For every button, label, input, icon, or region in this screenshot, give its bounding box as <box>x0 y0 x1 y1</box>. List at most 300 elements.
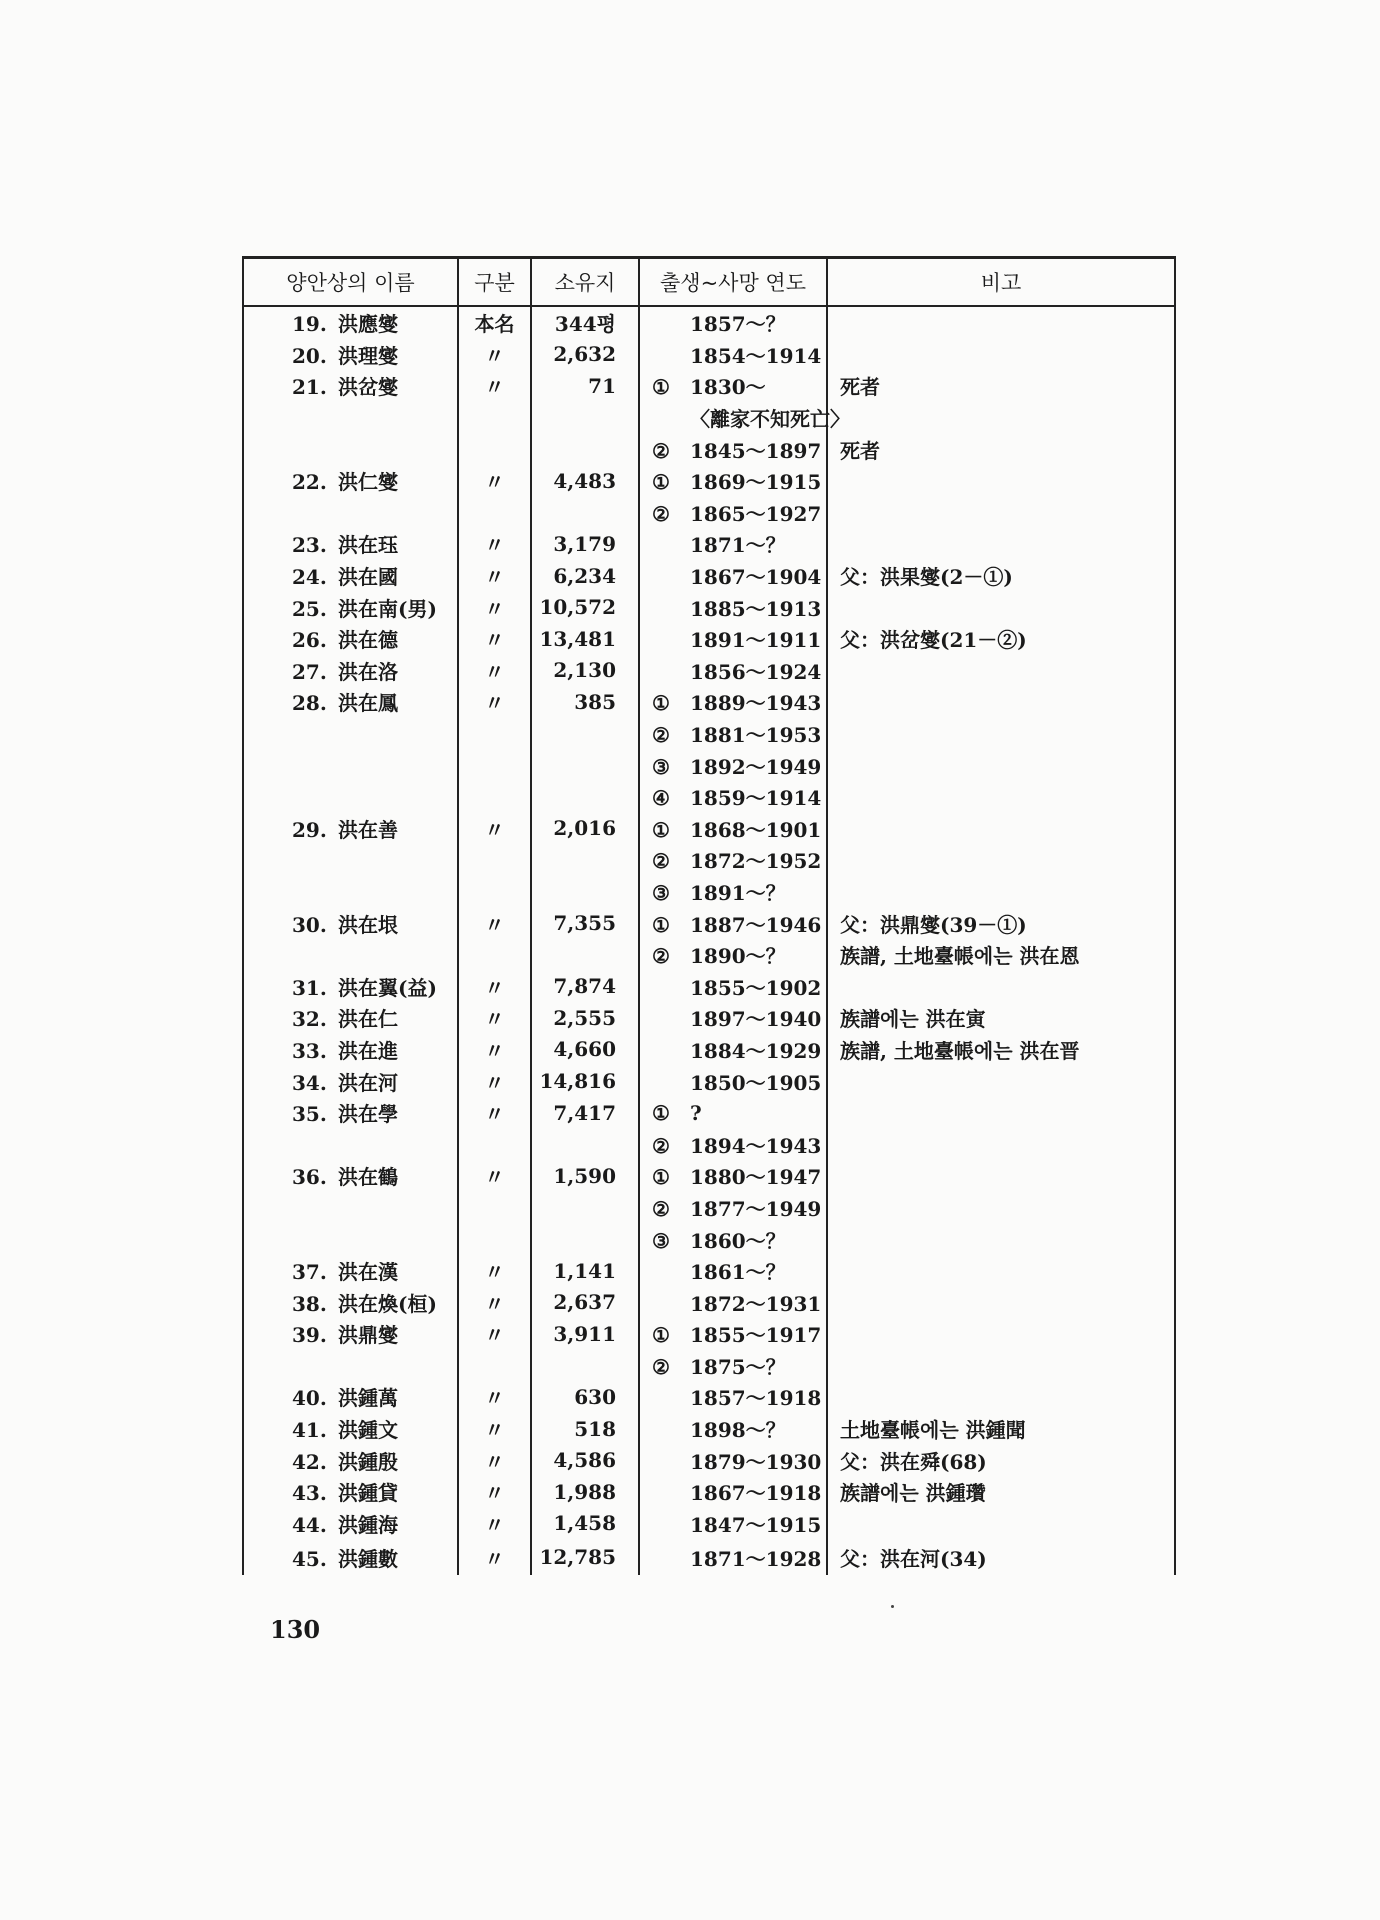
years-cell <box>639 907 827 939</box>
person-name: 洪在翼(益) <box>338 975 437 1000</box>
person-name: 洪在學 <box>338 1102 398 1127</box>
specks <box>891 1605 894 1608</box>
remarks-cell <box>827 591 1175 623</box>
category-cell <box>458 939 531 971</box>
category-cell: 〃 <box>458 339 531 371</box>
remarks-cell <box>827 813 1175 845</box>
remarks-cell <box>827 1350 1175 1382</box>
row-number: 34. <box>292 1070 327 1095</box>
row-number: 33. <box>292 1038 327 1063</box>
table-row <box>243 591 1175 623</box>
entry-marker: ① <box>652 375 670 400</box>
birth-death-years: 1889～1943 <box>690 691 822 716</box>
land-area-cell: 2,130 <box>531 655 639 687</box>
birth-death-years: 1865～1927 <box>690 501 822 526</box>
birth-death-years: 1869～1915 <box>690 470 822 495</box>
name-cell <box>243 1034 458 1066</box>
land-register-table <box>242 256 1176 1575</box>
row-number: 22. <box>292 470 327 495</box>
years-cell <box>639 1034 827 1066</box>
birth-death-years: 1884～1929 <box>690 1038 822 1063</box>
entry-marker: ② <box>652 438 670 463</box>
person-name: 洪鍾文 <box>338 1418 398 1443</box>
name-cell <box>243 813 458 845</box>
birth-death-years: 1881～1953 <box>690 723 822 748</box>
entry-marker: ② <box>652 849 670 874</box>
remarks-cell <box>827 1192 1175 1224</box>
birth-death-years: 1867～1904 <box>690 565 822 590</box>
remarks-cell <box>827 1381 1175 1413</box>
land-area-cell: 1,988 <box>531 1476 639 1508</box>
name-cell <box>243 370 458 402</box>
category-cell: 〃 <box>458 1539 531 1575</box>
category-cell <box>458 402 531 434</box>
remarks-cell <box>827 1318 1175 1350</box>
birth-death-years: 1894～1943 <box>690 1133 822 1158</box>
land-area-cell <box>531 433 639 465</box>
remarks-cell: 族譜에는 洪在寅 <box>827 1002 1175 1034</box>
category-cell: 本名 <box>458 306 531 339</box>
name-cell <box>243 1286 458 1318</box>
row-number: 27. <box>292 659 327 684</box>
table-row <box>243 1508 1175 1540</box>
land-area-cell: 2,637 <box>531 1286 639 1318</box>
person-name: 洪在德 <box>338 628 398 653</box>
table-row <box>243 907 1175 939</box>
land-area-cell: 518 <box>531 1413 639 1445</box>
birth-death-years: 1830～ <box>690 375 766 400</box>
years-cell <box>639 623 827 655</box>
birth-death-years: 1855～1917 <box>690 1323 822 1348</box>
table-row <box>243 749 1175 781</box>
person-name: 洪在鶴 <box>338 1165 398 1190</box>
land-area-cell <box>531 1128 639 1160</box>
remarks-cell <box>827 1508 1175 1540</box>
person-name: 洪在善 <box>338 817 398 842</box>
category-cell: 〃 <box>458 970 531 1002</box>
name-cell <box>243 1128 458 1160</box>
category-cell <box>458 1128 531 1160</box>
years-cell <box>639 813 827 845</box>
remarks-cell: 父：洪岔燮(21－②) <box>827 623 1175 655</box>
person-name: 洪在洛 <box>338 659 398 684</box>
years-cell <box>639 1223 827 1255</box>
category-cell <box>458 749 531 781</box>
years-cell <box>639 497 827 529</box>
table-row <box>243 1286 1175 1318</box>
name-cell <box>243 876 458 908</box>
entry-marker: ② <box>652 944 670 969</box>
category-cell <box>458 497 531 529</box>
birth-death-years: 1891～？ <box>690 880 786 905</box>
birth-death-years: 1871～？ <box>690 533 786 558</box>
category-cell: 〃 <box>458 465 531 497</box>
category-cell: 〃 <box>458 1444 531 1476</box>
person-name: 洪鍾殷 <box>338 1449 398 1474</box>
header-name: 양안상의 이름 <box>243 258 458 307</box>
header-category: 구분 <box>458 258 531 307</box>
name-cell <box>243 1223 458 1255</box>
entry-marker: ③ <box>652 1228 670 1253</box>
land-area-cell: 6,234 <box>531 560 639 592</box>
remarks-cell <box>827 655 1175 687</box>
category-cell: 〃 <box>458 591 531 623</box>
row-number: 36. <box>292 1165 327 1190</box>
category-cell: 〃 <box>458 1097 531 1129</box>
table-row <box>243 876 1175 908</box>
land-area-cell: 4,483 <box>531 465 639 497</box>
table-row <box>243 433 1175 465</box>
remarks-cell: 族譜에는 洪鍾瓚 <box>827 1476 1175 1508</box>
land-area-cell: 2,016 <box>531 813 639 845</box>
entry-marker: ① <box>652 912 670 937</box>
birth-death-years: 1854～1914 <box>690 343 822 368</box>
years-cell <box>639 370 827 402</box>
remarks-cell <box>827 1223 1175 1255</box>
header-remarks: 비고 <box>827 258 1175 307</box>
name-cell <box>243 844 458 876</box>
name-cell <box>243 306 458 339</box>
entry-marker: ② <box>652 723 670 748</box>
table-row <box>243 1223 1175 1255</box>
years-cell <box>639 1539 827 1575</box>
person-name: 洪在國 <box>338 565 398 590</box>
remarks-cell: 死者 <box>827 433 1175 465</box>
remarks-cell <box>827 1160 1175 1192</box>
land-area-cell: 7,417 <box>531 1097 639 1129</box>
table-row <box>243 1476 1175 1508</box>
category-cell <box>458 718 531 750</box>
category-cell <box>458 876 531 908</box>
table-body <box>243 306 1175 1575</box>
birth-death-years: 1898～？ <box>690 1418 786 1443</box>
land-register-table-wrap <box>242 256 1174 1575</box>
birth-death-years: 1872～1952 <box>690 849 822 874</box>
land-area-cell: 385 <box>531 686 639 718</box>
entry-marker: ① <box>652 470 670 495</box>
years-cell <box>639 970 827 1002</box>
name-cell <box>243 1539 458 1575</box>
birth-death-years: 1892～1949 <box>690 754 822 779</box>
birth-death-years: 1887～1946 <box>690 912 822 937</box>
name-cell <box>243 1413 458 1445</box>
entry-marker: ② <box>652 501 670 526</box>
birth-death-years: 1856～1924 <box>690 659 822 684</box>
remarks-cell <box>827 876 1175 908</box>
table-row <box>243 560 1175 592</box>
table-row <box>243 1350 1175 1382</box>
row-number: 39. <box>292 1323 327 1348</box>
table-row <box>243 1160 1175 1192</box>
category-cell <box>458 1350 531 1382</box>
name-cell <box>243 1192 458 1224</box>
category-cell: 〃 <box>458 1413 531 1445</box>
table-row <box>243 813 1175 845</box>
person-name: 洪鍾數 <box>338 1546 398 1571</box>
remarks-cell <box>827 686 1175 718</box>
years-cell <box>639 1192 827 1224</box>
birth-death-years: 1871～1928 <box>690 1546 822 1571</box>
remarks-cell: 父：洪鼎燮(39－①) <box>827 907 1175 939</box>
category-cell: 〃 <box>458 1002 531 1034</box>
name-cell <box>243 970 458 1002</box>
land-area-cell: 344평 <box>531 306 639 339</box>
years-cell <box>639 1508 827 1540</box>
remarks-cell: 父：洪果燮(2－①) <box>827 560 1175 592</box>
remarks-cell <box>827 465 1175 497</box>
table-row <box>243 465 1175 497</box>
entry-marker: ① <box>652 1165 670 1190</box>
person-name: 洪在珏 <box>338 533 398 558</box>
table-row <box>243 1128 1175 1160</box>
land-area-cell: 7,874 <box>531 970 639 1002</box>
table-header-row <box>243 258 1175 307</box>
table-row <box>243 1318 1175 1350</box>
years-cell <box>639 433 827 465</box>
land-area-cell <box>531 876 639 908</box>
row-number: 32. <box>292 1007 327 1032</box>
land-area-cell <box>531 1192 639 1224</box>
person-name: 洪仁燮 <box>338 470 398 495</box>
land-area-cell <box>531 939 639 971</box>
birth-death-years: 1860～？ <box>690 1228 786 1253</box>
entry-marker: ④ <box>652 786 670 811</box>
land-area-cell <box>531 844 639 876</box>
table-row <box>243 402 1175 434</box>
remarks-cell <box>827 339 1175 371</box>
table-row <box>243 718 1175 750</box>
years-cell <box>639 1255 827 1287</box>
remarks-cell <box>827 402 1175 434</box>
person-name: 洪鍾萬 <box>338 1386 398 1411</box>
table-row <box>243 844 1175 876</box>
birth-death-years: 1868～1901 <box>690 817 822 842</box>
category-cell: 〃 <box>458 1065 531 1097</box>
birth-death-years: 1872～1931 <box>690 1291 822 1316</box>
category-cell <box>458 1192 531 1224</box>
land-area-cell <box>531 781 639 813</box>
table-row <box>243 497 1175 529</box>
remarks-cell: 死者 <box>827 370 1175 402</box>
table-row <box>243 528 1175 560</box>
table-row <box>243 1255 1175 1287</box>
table-row <box>243 970 1175 1002</box>
table-row <box>243 306 1175 339</box>
land-area-cell: 3,179 <box>531 528 639 560</box>
birth-death-years: 1861～？ <box>690 1260 786 1285</box>
category-cell: 〃 <box>458 370 531 402</box>
remarks-cell: 父：洪在舜(68) <box>827 1444 1175 1476</box>
table-row <box>243 370 1175 402</box>
row-number: 30. <box>292 912 327 937</box>
table-row <box>243 939 1175 971</box>
name-cell <box>243 1350 458 1382</box>
land-area-cell: 1,590 <box>531 1160 639 1192</box>
name-cell <box>243 1002 458 1034</box>
years-cell <box>639 528 827 560</box>
land-area-cell: 3,911 <box>531 1318 639 1350</box>
birth-death-years: 1877～1949 <box>690 1196 822 1221</box>
category-cell: 〃 <box>458 623 531 655</box>
row-number: 44. <box>292 1512 327 1537</box>
category-cell <box>458 781 531 813</box>
birth-death-years: 1890～？ <box>690 944 786 969</box>
table-row <box>243 1539 1175 1575</box>
table-row <box>243 686 1175 718</box>
table-row <box>243 781 1175 813</box>
years-cell <box>639 1160 827 1192</box>
remarks-cell <box>827 1097 1175 1129</box>
land-area-cell: 630 <box>531 1381 639 1413</box>
birth-death-years: 1855～1902 <box>690 975 822 1000</box>
category-cell <box>458 844 531 876</box>
land-area-cell: 71 <box>531 370 639 402</box>
land-area-cell: 1,141 <box>531 1255 639 1287</box>
person-name: 洪理燮 <box>338 343 398 368</box>
land-area-cell: 10,572 <box>531 591 639 623</box>
row-number: 20. <box>292 343 327 368</box>
remarks-cell <box>827 306 1175 339</box>
name-cell <box>243 465 458 497</box>
name-cell <box>243 781 458 813</box>
row-number: 35. <box>292 1102 327 1127</box>
table-row <box>243 1034 1175 1066</box>
category-cell: 〃 <box>458 813 531 845</box>
remarks-cell <box>827 970 1175 1002</box>
name-cell <box>243 591 458 623</box>
person-name: 洪鼎燮 <box>338 1323 398 1348</box>
entry-marker: ① <box>652 1100 670 1125</box>
remarks-cell: 族譜, 土地臺帳에는 洪在恩 <box>827 939 1175 971</box>
years-cell <box>639 402 850 434</box>
row-number: 28. <box>292 691 327 716</box>
row-number: 45. <box>292 1546 327 1571</box>
years-cell <box>639 1444 827 1476</box>
table-row <box>243 1381 1175 1413</box>
birth-death-years: 1859～1914 <box>690 786 822 811</box>
remarks-cell <box>827 1255 1175 1287</box>
land-area-cell: 2,555 <box>531 1002 639 1034</box>
row-number: 23. <box>292 533 327 558</box>
person-name: 洪在漢 <box>338 1260 398 1285</box>
land-area-cell <box>531 1223 639 1255</box>
years-cell <box>639 1097 827 1129</box>
row-number: 43. <box>292 1481 327 1506</box>
years-cell <box>639 718 827 750</box>
name-cell <box>243 1065 458 1097</box>
birth-death-years: 1885～1913 <box>690 596 822 621</box>
remarks-cell: 土地臺帳에는 洪鍾聞 <box>827 1413 1175 1445</box>
name-cell <box>243 1476 458 1508</box>
name-cell <box>243 528 458 560</box>
category-cell: 〃 <box>458 1381 531 1413</box>
years-cell <box>639 306 827 339</box>
birth-death-years: 1880～1947 <box>690 1165 822 1190</box>
land-area-cell <box>531 1350 639 1382</box>
birth-death-years: 1867～1918 <box>690 1481 822 1506</box>
person-name: 洪在煥(桓) <box>338 1291 437 1316</box>
name-cell <box>243 655 458 687</box>
name-cell <box>243 433 458 465</box>
land-area-cell <box>531 497 639 529</box>
name-cell <box>243 339 458 371</box>
years-cell <box>639 1002 827 1034</box>
birth-death-years: 1879～1930 <box>690 1449 822 1474</box>
years-cell <box>639 655 827 687</box>
person-name: 洪鍾貸 <box>338 1481 398 1506</box>
years-cell <box>639 1128 827 1160</box>
land-area-cell: 2,632 <box>531 339 639 371</box>
name-cell <box>243 1255 458 1287</box>
category-cell: 〃 <box>458 1255 531 1287</box>
category-cell: 〃 <box>458 560 531 592</box>
category-cell: 〃 <box>458 686 531 718</box>
years-cell <box>639 1065 827 1097</box>
name-cell <box>243 1381 458 1413</box>
row-number: 40. <box>292 1386 327 1411</box>
remarks-cell <box>827 718 1175 750</box>
entry-marker: ③ <box>652 880 670 905</box>
years-cell <box>639 1318 827 1350</box>
land-area-cell: 1,458 <box>531 1508 639 1540</box>
table-row <box>243 1097 1175 1129</box>
years-cell <box>639 939 827 971</box>
table-row <box>243 339 1175 371</box>
name-cell <box>243 1508 458 1540</box>
name-cell <box>243 1097 458 1129</box>
header-land-owned: 소유지 <box>531 258 639 307</box>
remarks-cell: 父：洪在河(34) <box>827 1539 1175 1575</box>
land-area-cell: 14,816 <box>531 1065 639 1097</box>
row-number: 26. <box>292 628 327 653</box>
birth-death-years: 1891～1911 <box>690 628 822 653</box>
table-row <box>243 1192 1175 1224</box>
remarks-cell <box>827 1286 1175 1318</box>
person-name: 洪應燮 <box>338 312 398 337</box>
years-cell <box>639 844 827 876</box>
category-cell <box>458 433 531 465</box>
name-cell <box>243 907 458 939</box>
person-name: 洪在仁 <box>338 1007 398 1032</box>
name-cell <box>243 497 458 529</box>
category-cell <box>458 1223 531 1255</box>
row-number: 29. <box>292 817 327 842</box>
row-number: 31. <box>292 975 327 1000</box>
remarks-cell <box>827 781 1175 813</box>
person-name: 洪鍾海 <box>338 1512 398 1537</box>
remarks-cell <box>827 528 1175 560</box>
category-cell: 〃 <box>458 1160 531 1192</box>
remarks-cell <box>827 1128 1175 1160</box>
remarks-cell <box>827 497 1175 529</box>
name-cell <box>243 686 458 718</box>
years-cell <box>639 591 827 623</box>
birth-death-years: 1850～1905 <box>690 1070 822 1095</box>
years-cell <box>639 560 827 592</box>
person-name: 洪在進 <box>338 1038 398 1063</box>
category-cell: 〃 <box>458 1286 531 1318</box>
land-area-cell: 13,481 <box>531 623 639 655</box>
remarks-cell <box>827 844 1175 876</box>
name-cell <box>243 1444 458 1476</box>
years-cell <box>639 749 827 781</box>
entry-marker: ③ <box>652 754 670 779</box>
row-number: 42. <box>292 1449 327 1474</box>
years-cell <box>639 465 827 497</box>
land-area-cell <box>531 718 639 750</box>
table-row <box>243 1413 1175 1445</box>
birth-death-years: 〈離家不知死亡〉 <box>690 407 850 432</box>
